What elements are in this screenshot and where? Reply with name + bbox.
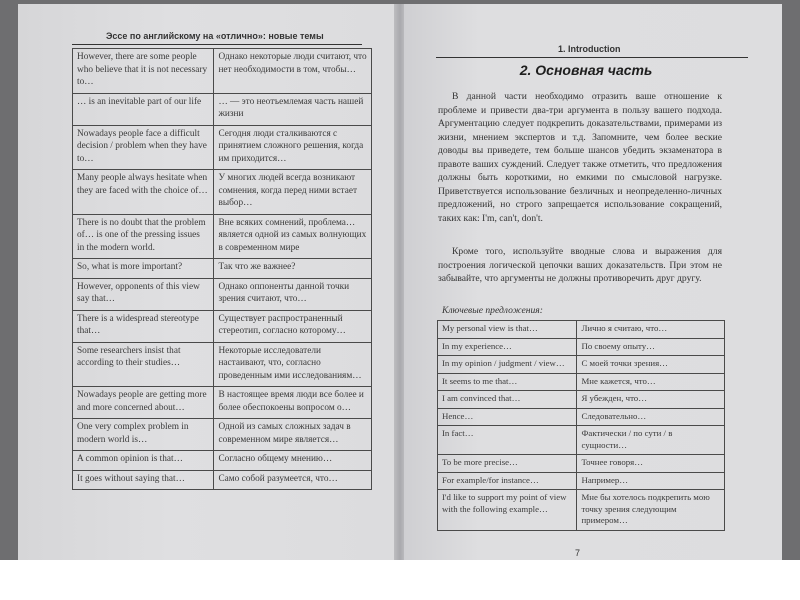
phrase-row bbox=[73, 419, 372, 451]
phrase-row bbox=[438, 408, 725, 426]
page-number: 7 bbox=[575, 548, 581, 558]
english-phrase: In my experience… bbox=[438, 338, 577, 356]
right-phrase-rows bbox=[438, 321, 725, 531]
english-phrase: However, opponents of this view say that… bbox=[73, 278, 214, 310]
phrase-row bbox=[438, 472, 725, 490]
phrase-row bbox=[73, 93, 372, 125]
english-phrase: Nowadays people are getting more and more concerned about… bbox=[73, 387, 214, 419]
phrase-row bbox=[73, 49, 372, 94]
body-paragraph-1: В данной части необходимо отразить ваше отношение к проблеме и привести два-три аргумента в пользу вашего подхода. Аргументацию следует подкрепить доказательствами, примерами из жизни, мнением экспертов и т.д. Запомните, чем более веские доводы вы приведете, тем больше шансов убедить экзаменатора в правоте ваших суждений. Следует также отметить, что предложения должны быть короткими, но емкими по смысловой нагрузке. Приветствуется использование безличных и неопределенно-личных предложений, но строго запрещается использование сокращений, таких как: I'm, can't, don't. bbox=[438, 91, 722, 224]
left-phrase-rows bbox=[73, 49, 372, 490]
phrase-row bbox=[73, 470, 372, 490]
english-phrase: In fact… bbox=[438, 426, 577, 455]
phrase-row bbox=[73, 125, 372, 170]
section-title: 2. Основная часть bbox=[519, 62, 653, 78]
phrase-row bbox=[438, 490, 725, 531]
english-phrase: Many people always hesitate when they are faced with the choice of… bbox=[73, 170, 214, 215]
english-phrase: There is no doubt that the problem of… is one of the pressing issues in the modern world. bbox=[73, 214, 214, 259]
english-phrase: However, there are some people who believe that it is not necessary to… bbox=[73, 49, 214, 94]
phrase-row bbox=[438, 338, 725, 356]
russian-translation: Мне кажется, что… bbox=[577, 373, 725, 391]
russian-translation: Точнее говоря… bbox=[577, 455, 725, 473]
phrase-row bbox=[438, 455, 725, 473]
english-phrase: For example/for instance… bbox=[438, 472, 577, 490]
english-phrase: One very complex problem in modern world is… bbox=[73, 419, 214, 451]
russian-translation: Одной из самых сложных задач в современном мире является… bbox=[214, 419, 372, 451]
russian-translation: Вне всяких сомнений, проблема… является одной из самых волнующих в современном мире bbox=[214, 214, 372, 259]
left-page bbox=[18, 4, 396, 560]
russian-translation: Само собой разумеется, что… bbox=[214, 470, 372, 490]
phrase-row bbox=[73, 170, 372, 215]
english-phrase: So, what is more important? bbox=[73, 259, 214, 279]
phrase-row bbox=[73, 387, 372, 419]
english-phrase: In my opinion / judgment / view… bbox=[438, 356, 577, 374]
russian-translation: Сегодня люди сталкиваются с принятием сложного решения, когда им приходится… bbox=[214, 125, 372, 170]
english-phrase: A common opinion is that… bbox=[73, 451, 214, 471]
russian-translation: … — это неотъемлемая часть нашей жизни bbox=[214, 93, 372, 125]
english-phrase: … is an inevitable part of our life bbox=[73, 93, 214, 125]
russian-translation: Так что же важнее? bbox=[214, 259, 372, 279]
russian-translation: Лично я считаю, что… bbox=[577, 321, 725, 339]
phrase-row bbox=[438, 356, 725, 374]
left-head-rule bbox=[72, 44, 362, 45]
key-phrases-label: Ключевые предложения: bbox=[442, 305, 543, 316]
left-running-head: Эссе по английскому на «отлично»: новые темы bbox=[106, 31, 324, 41]
phrase-row bbox=[73, 214, 372, 259]
phrase-row bbox=[438, 391, 725, 409]
left-phrase-table bbox=[72, 48, 372, 490]
russian-translation: Однако оппоненты данной точки зрения считают, что… bbox=[214, 278, 372, 310]
phrase-row bbox=[438, 426, 725, 455]
russian-translation: Некоторые исследователи настаивают, что, согласно проведенным ими исследованиям… bbox=[214, 342, 372, 387]
english-phrase: I am convinced that… bbox=[438, 391, 577, 409]
russian-translation: Фактически / по сути / в сущности… bbox=[577, 426, 725, 455]
phrase-row bbox=[73, 259, 372, 279]
russian-translation: Например… bbox=[577, 472, 725, 490]
english-phrase: Hence… bbox=[438, 408, 577, 426]
right-head-rule bbox=[436, 57, 748, 58]
right-running-head: 1. Introduction bbox=[558, 44, 621, 54]
english-phrase: I'd like to support my point of view with the following example… bbox=[438, 490, 577, 531]
russian-translation: Мне бы хотелось подкрепить мою точку зрения следующим примером… bbox=[577, 490, 725, 531]
russian-translation: Согласно общему мнению… bbox=[214, 451, 372, 471]
phrase-row bbox=[73, 342, 372, 387]
bottom-margin bbox=[0, 560, 800, 600]
body-paragraph-2: Кроме того, используйте вводные слова и выражения для построения логической цепочки ваших доказательств. При этом не забывайте, что аргументы не должны противоречить друг другу. bbox=[438, 246, 722, 284]
phrase-row bbox=[73, 451, 372, 471]
phrase-row bbox=[438, 373, 725, 391]
russian-translation: Следовательно… bbox=[577, 408, 725, 426]
russian-translation: Я убежден, что… bbox=[577, 391, 725, 409]
russian-translation: По своему опыту… bbox=[577, 338, 725, 356]
phrase-row bbox=[73, 310, 372, 342]
russian-translation: С моей точки зрения… bbox=[577, 356, 725, 374]
phrase-row bbox=[438, 321, 725, 339]
russian-translation: Однако некоторые люди считают, что нет необходимости в том, чтобы… bbox=[214, 49, 372, 94]
english-phrase: Nowadays people face a difficult decision / problem when they have to… bbox=[73, 125, 214, 170]
russian-translation: У многих людей всегда возникают сомнения, когда перед ними встает выбор… bbox=[214, 170, 372, 215]
english-phrase: It seems to me that… bbox=[438, 373, 577, 391]
right-phrase-table bbox=[437, 320, 725, 531]
phrase-row bbox=[73, 278, 372, 310]
english-phrase: To be more precise… bbox=[438, 455, 577, 473]
russian-translation: Существует распространенный стереотип, согласно которому… bbox=[214, 310, 372, 342]
russian-translation: В настоящее время люди все более и более обеспокоены вопросом о… bbox=[214, 387, 372, 419]
english-phrase: Some researchers insist that according to their studies… bbox=[73, 342, 214, 387]
english-phrase: It goes without saying that… bbox=[73, 470, 214, 490]
english-phrase: There is a widespread stereotype that… bbox=[73, 310, 214, 342]
english-phrase: My personal view is that… bbox=[438, 321, 577, 339]
